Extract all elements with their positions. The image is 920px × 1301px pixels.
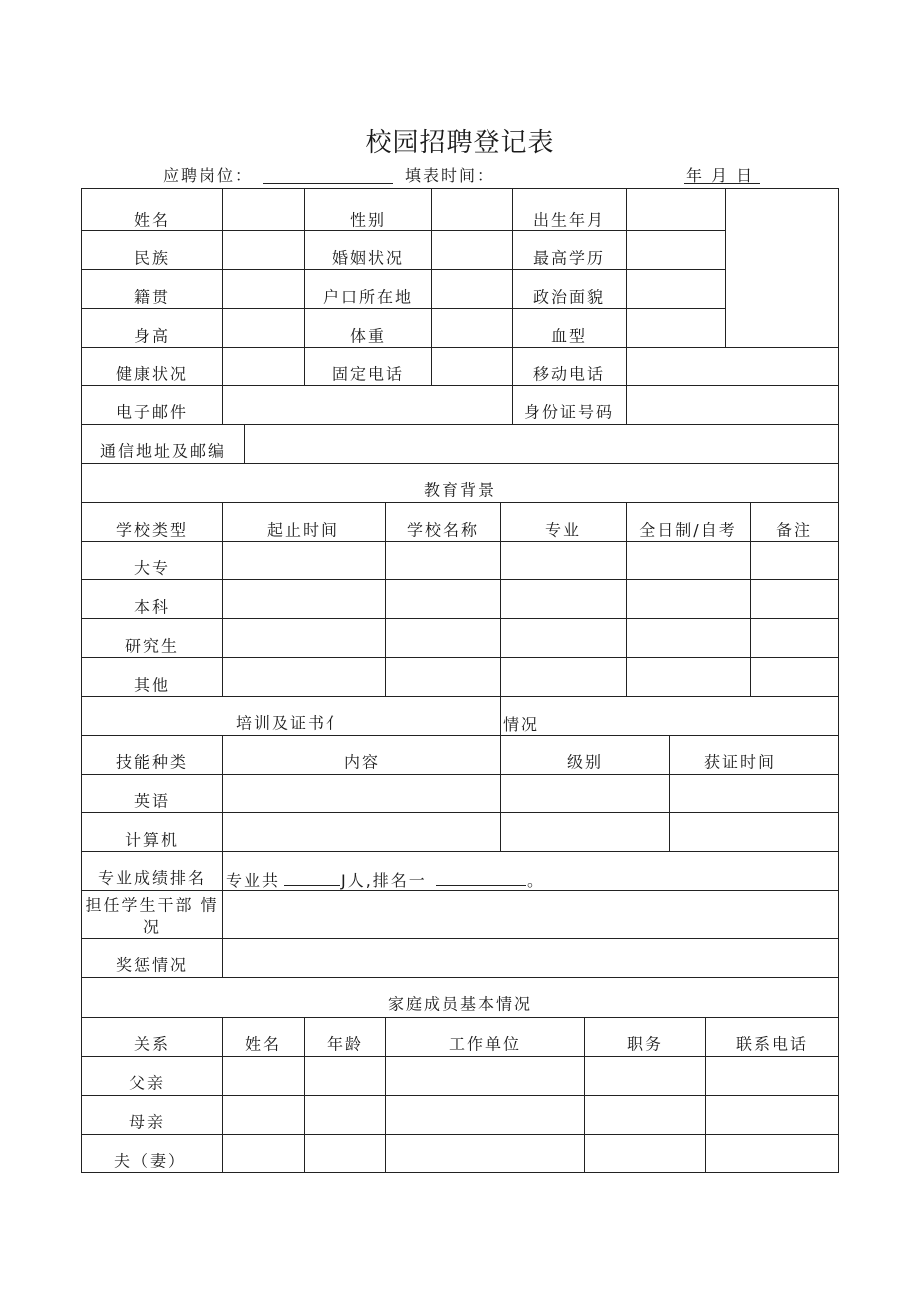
mobile-input[interactable] [627, 348, 838, 384]
address-label: 通信地址及邮编 [99, 441, 227, 461]
family-col-employer: 工作单位 [448, 1034, 522, 1054]
edu-col-remarks: 备注 [775, 520, 813, 540]
height-label: 身高 [133, 326, 171, 346]
hukou-label: 户口所在地 [322, 287, 414, 307]
edu-col-study-mode: 全日制/自考 [639, 520, 737, 540]
ranking-text-a: 专业共 [226, 871, 281, 890]
train-col-skill: 技能种类 [115, 752, 189, 772]
education-label: 最高学历 [532, 248, 606, 268]
edu-col-period: 起止时间 [266, 520, 340, 540]
edu-col-major: 专业 [544, 520, 582, 540]
ranking-text-c: 。 [527, 871, 546, 890]
family-row-father: 父亲 [128, 1073, 166, 1093]
date-label: 年 月 日 [686, 166, 755, 185]
edu-col-school-name: 学校名称 [406, 520, 480, 540]
family-section-title: 家庭成员基本情况 [387, 994, 533, 1014]
family-col-position: 职务 [626, 1034, 664, 1054]
train-row-computer: 计算机 [124, 830, 180, 850]
email-input[interactable] [223, 386, 511, 423]
weight-label: 体重 [349, 326, 387, 346]
train-row-english: 英语 [133, 791, 171, 811]
landline-label: 固定电话 [331, 364, 405, 384]
birth-label: 出生年月 [532, 210, 606, 230]
train-col-cert-date: 获证时间 [703, 752, 777, 772]
education-section-title: 教育背景 [423, 480, 497, 500]
form-title: 校园招聘登记表 [365, 128, 555, 158]
family-col-name: 姓名 [244, 1034, 282, 1054]
fill-time-label: 填表时间： [405, 166, 496, 185]
edu-row-junior-college: 大专 [133, 558, 171, 578]
family-col-phone: 联系电话 [735, 1034, 809, 1054]
ranking-rank-input[interactable] [436, 885, 526, 886]
rewards-input[interactable] [223, 939, 838, 976]
gender-label: 性别 [349, 210, 387, 230]
edu-row-bachelor: 本科 [133, 597, 171, 617]
train-col-content: 内容 [343, 752, 381, 772]
train-col-level: 级别 [566, 752, 604, 772]
marital-label: 婚姻状况 [331, 248, 405, 268]
ranking-total-input[interactable] [284, 885, 340, 886]
edu-row-graduate: 研究生 [124, 636, 180, 656]
date-input-line[interactable] [684, 183, 760, 184]
edu-row-other: 其他 [133, 675, 171, 695]
position-input-line[interactable] [263, 183, 393, 184]
position-label: 应聘岗位： [163, 166, 254, 185]
family-col-relation: 关系 [133, 1034, 171, 1054]
native-place-label: 籍贯 [133, 287, 171, 307]
address-input[interactable] [245, 425, 838, 462]
blood-label: 血型 [550, 326, 588, 346]
gender-input[interactable] [432, 189, 511, 229]
training-section-title: 培训及证书亻 [235, 713, 345, 733]
family-row-mother: 母亲 [128, 1112, 166, 1132]
ranking-text-b: J人,排名一 [341, 871, 427, 890]
edu-col-school-type: 学校类型 [115, 520, 189, 540]
health-label: 健康状况 [115, 364, 189, 384]
birth-input[interactable] [627, 189, 724, 229]
ranking-label: 专业成绩排名 [97, 868, 207, 888]
name-input[interactable] [223, 189, 303, 229]
id-number-input[interactable] [627, 386, 838, 423]
mobile-label: 移动电话 [532, 364, 606, 384]
political-label: 政治面貌 [532, 287, 606, 307]
cadre-label-line2: 况 [142, 917, 162, 937]
rewards-label: 奖惩情况 [115, 955, 189, 975]
training-section-title-end: 情况 [503, 715, 540, 734]
ethnicity-label: 民族 [133, 248, 171, 268]
email-label: 电子邮件 [115, 402, 189, 422]
name-label: 姓名 [133, 210, 171, 230]
id-number-label: 身份证号码 [523, 402, 615, 422]
family-col-age: 年龄 [326, 1034, 364, 1054]
cadre-input[interactable] [223, 891, 838, 937]
cadre-label-line1: 担任学生干部 情 [85, 895, 219, 915]
photo-box[interactable] [726, 189, 838, 346]
family-row-spouse: 夫（妻） [113, 1151, 187, 1171]
